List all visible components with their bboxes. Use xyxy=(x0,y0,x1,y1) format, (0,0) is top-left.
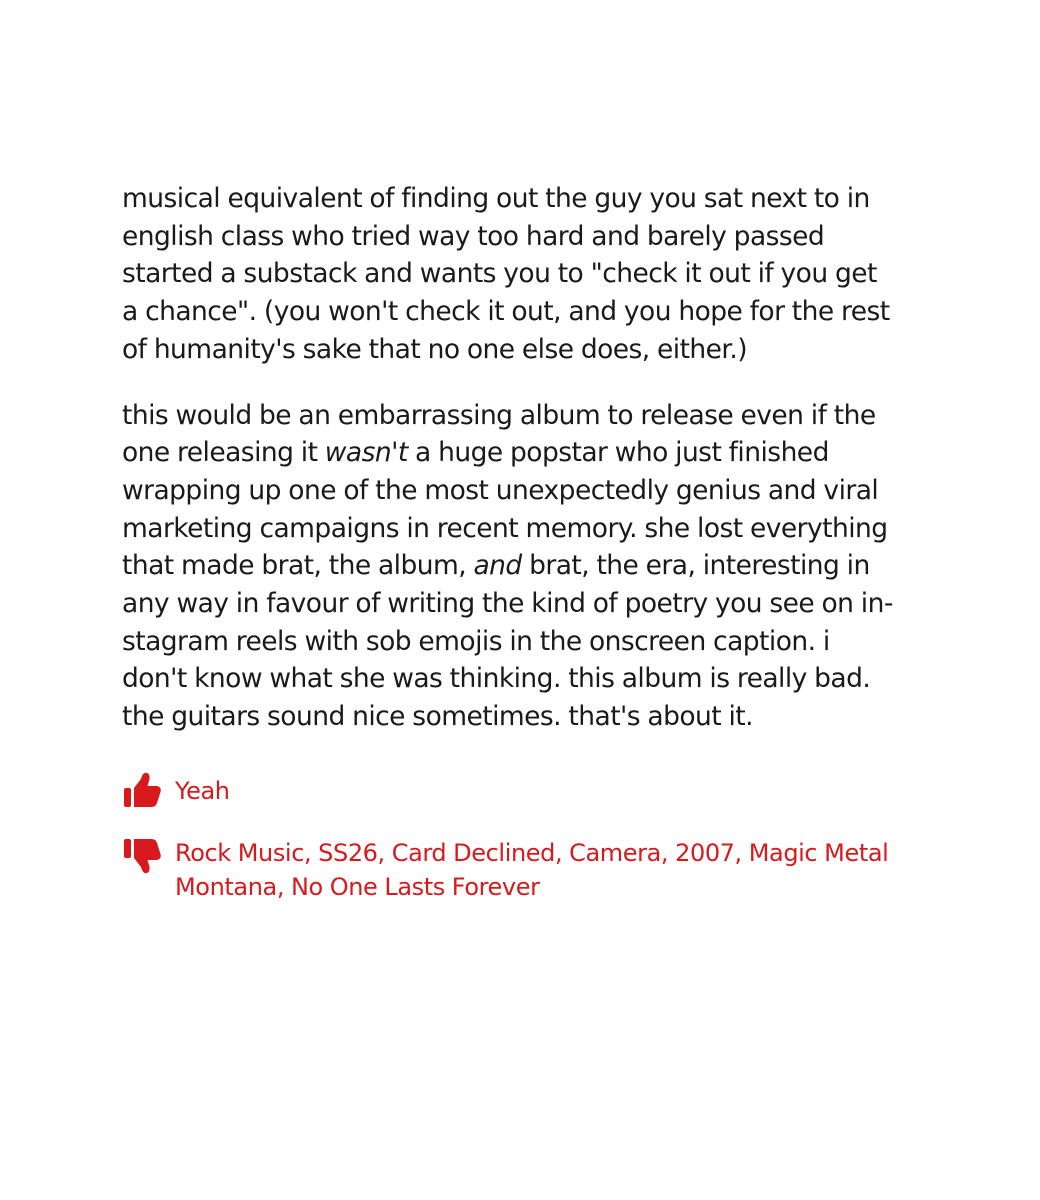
review-paragraph-2 xyxy=(122,397,922,736)
review-line xyxy=(122,547,922,585)
disliked-tracks-line: Rock Music, SS26, Card Declined, Camera, 2007, Magic Metal xyxy=(175,838,889,867)
review xyxy=(122,180,922,904)
review-emphasis: wasn't xyxy=(324,437,408,469)
review-line: the guitars sound nice sometimes. that's about it. xyxy=(122,701,754,733)
review-line: wrapping up one of the most unexpectedly genius and viral xyxy=(122,474,879,506)
review-line: this would be an embarrassing album to release even if the xyxy=(122,399,876,431)
disliked-tracks-text xyxy=(175,834,888,904)
liked-tracks-line: Yeah xyxy=(175,776,230,805)
liked-tracks-text xyxy=(175,772,230,808)
review-line: don't know what she was thinking. this album is really bad. xyxy=(122,663,871,695)
review-line: stagram reels with sob emojis in the onscreen caption. i xyxy=(122,625,830,657)
review-text: brat, the era, interesting in xyxy=(521,550,870,582)
review-line: marketing campaigns in recent memory. she lost everything xyxy=(122,512,888,544)
review-line: a chance". (you won't check it out, and you hope for the rest xyxy=(122,296,890,328)
review-emphasis: and xyxy=(473,550,522,582)
review-line: started a substack and wants you to "check it out if you get xyxy=(122,258,877,290)
review-line: english class who tried way too hard and barely passed xyxy=(122,220,825,252)
track-ratings xyxy=(122,772,922,904)
thumbs-down-icon xyxy=(122,834,162,874)
review-text: one releasing it xyxy=(122,437,325,469)
liked-tracks xyxy=(122,772,922,812)
review-text: a huge popstar who just finished xyxy=(407,437,829,469)
review-line: musical equivalent of finding out the guy you sat next to in xyxy=(122,183,870,214)
review-line: of humanity's sake that no one else does, either.) xyxy=(122,333,748,365)
thumbs-up-icon xyxy=(122,772,162,812)
review-paragraph-1 xyxy=(122,180,922,369)
review-text: that made brat, the album, xyxy=(122,550,474,582)
review-line xyxy=(122,434,922,472)
disliked-tracks xyxy=(122,834,922,904)
disliked-tracks-line: Montana, No One Lasts Forever xyxy=(175,872,540,901)
review-line: any way in favour of writing the kind of poetry you see on in- xyxy=(122,588,893,620)
